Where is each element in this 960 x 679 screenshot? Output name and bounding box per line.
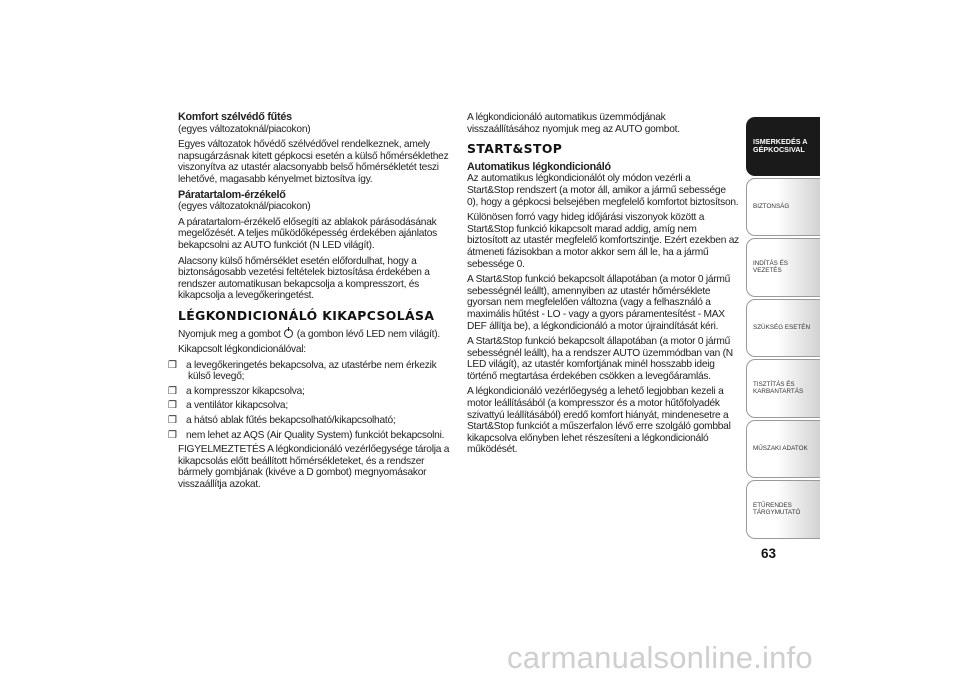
list-item-text: a levegőkeringetés bekapcsolva, az utastérbe nem érkezik külső levegő; — [186, 359, 437, 383]
list-item — [168, 400, 450, 412]
power-button-icon — [284, 329, 293, 338]
tab-maintenance[interactable]: TISZTÍTÁS ÉS KARBANTARTÁS — [746, 359, 820, 418]
checkbox-icon: ❒ — [168, 400, 177, 412]
list-item-text: a kompresszor kikapcsolva; — [186, 385, 305, 397]
paragraph: A légkondicionáló vezérlőegység a lehető legjobban kezeli a motor leállításából (a kompresszor és a motor hűtőfolyadék szivattyú leállításából) eredő komfort hiányát, mindenesetre a Start&Stop funkciót a műszerfalon lévő erre szolgáló gombbal kikapcsolva előnyben lehet részesíteni a légkondicionáló működését. — [467, 386, 731, 456]
list-item-text: nem lehet az AQS (Air Quality System) funkciót bekapcsolni. — [186, 429, 445, 441]
list-item — [168, 429, 450, 442]
section-subtitle: (egyes változatoknál/piacokon) — [178, 123, 311, 135]
right-column — [467, 112, 739, 460]
tab-emergency[interactable]: SZÜKSÉG ESETÉN — [746, 299, 820, 358]
section-subtitle: (egyes változatoknál/piacokon) — [178, 201, 311, 213]
tab-index[interactable]: ETŰRENDES TÁRGYMUTATÓ — [746, 480, 820, 539]
paragraph: A légkondicionáló automatikus üzemmódjának visszaállításához nyomjuk meg az AUTO gombot. — [467, 112, 680, 135]
paragraph: Alacsony külső hőmérséklet esetén előfordulhat, hogy a biztonságosabb vezetési feltételek biztosítása érdekében a rendszer automatikusan bekapcsolja a kompresszort, és kikapcsolja a levegőkeringetést. — [178, 255, 430, 302]
tab-starting-driving[interactable]: INDÍTÁS ÉS VEZETÉS — [746, 238, 820, 297]
tab-safety[interactable]: BIZTONSÁG — [746, 178, 820, 237]
section-title-windshield: Komfort szélvédő fűtés — [178, 111, 292, 123]
heading-ac-off: LÉGKONDICIONÁLÓ KIKAPCSOLÁSA — [178, 307, 435, 323]
section-title-auto-ac: Automatikus légkondicionáló — [467, 160, 611, 173]
list-item — [168, 415, 450, 427]
list-item-text: a hátsó ablak fűtés bekapcsolható/kikapcsolható; — [186, 415, 396, 427]
checkbox-icon: ❒ — [168, 385, 177, 397]
checkbox-icon: ❒ — [168, 359, 177, 371]
warning-paragraph: FIGYELMEZTETÉS A légkondicionáló vezérlőegysége tárolja a kikapcsolás előtt beállított hőmérsékleteket, és a rendszer bármely gombjának (kivéve a D gombot) megnyomásakor visszaállítja azokat. — [178, 444, 450, 491]
tab-getting-to-know[interactable]: ISMERKEDÉS A GÉPKOCSIVAL — [746, 117, 820, 176]
paragraph: A Start&Stop funkció bekapcsolt állapotában (a motor 0 jármű sebességnél leállt), amennyiben az utastér hőmérséklete gyorsan nem megfelelően változna (vagy a felhasználó a maximális hűtést - LO - vagy a gyors páramentesítést - MAX DEF állítja be), a légkondicionáló a motor újraindítását kéri. — [467, 274, 731, 332]
watermark: carmanualsonline.info — [507, 640, 813, 675]
text: Nyomjuk meg a gombot — [178, 328, 281, 340]
paragraph-ac-off — [178, 329, 450, 341]
chapter-tabs — [746, 117, 820, 541]
heading-start-stop: START&STOP — [467, 141, 563, 157]
checkbox-icon: ❒ — [168, 415, 177, 427]
paragraph: Különösen forró vagy hideg időjárási viszonyok között a Start&Stop funkció kikapcsolt marad addig, amíg nem biztosított az utastér megfelelő komfortszintje. Ezért ezekben az átmeneti fázisokban a motor akkor sem áll le, ha a jármű sebessége 0. — [467, 212, 739, 270]
paragraph: Az automatikus légkondicionálót oly módon vezérli a Start&Stop rendszert (a motor áll, amikor a jármű sebessége 0), hogy a gépkocsi belsejében megfelelő komfortot biztosítson. — [467, 173, 739, 208]
list-item — [168, 385, 450, 398]
page-number: 63 — [761, 546, 777, 561]
paragraph: A páratartalom-érzékelő elősegíti az ablakok párásodásának megelőzését. A teljes működőképesség érdekében ajánlatos bekapcsolni az AUTO funkciót (N LED világít). — [178, 216, 437, 251]
text: (a gombon lévő LED nem világít). — [296, 328, 440, 340]
paragraph: Egyes változatok hővédő szélvédővel rendelkeznek, amely napsugárzásnak kitett gépkocsi esetén a külső hőmérséklethez viszonyítva az utastér alacsonyabb belső hőmérsékletét teszi lehetővé, magasabb kényelmet biztosítva így. — [178, 139, 449, 185]
left-column — [168, 111, 450, 495]
tab-technical-data[interactable]: MŰSZAKI ADATOK — [746, 420, 820, 479]
section-title-humidity: Páratartalom-érzékelő — [178, 188, 286, 201]
checkbox-icon: ❒ — [168, 429, 177, 441]
list-item-text: a ventilátor kikapcsolva; — [186, 400, 288, 412]
paragraph: A Start&Stop funkció bekapcsolt állapotában (a motor 0 jármű sebességnél leállt), ha a rendszer AUTO üzemmódban van (N LED világít), az utastér komfortjának minél hosszabb ideig történő megtartása érdekében csökken a levegőáramlás. — [467, 336, 733, 382]
list-item — [168, 359, 450, 383]
list-title: Kikapcsolt légkondicionálóval: — [178, 344, 306, 356]
